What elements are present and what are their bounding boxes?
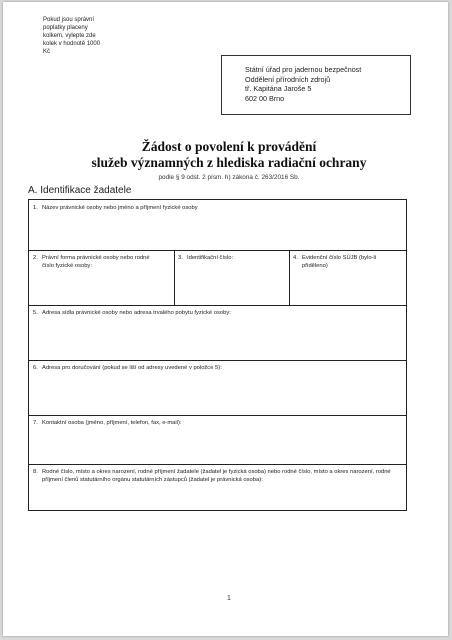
column-divider bbox=[289, 250, 290, 305]
field-label: Identifikační číslo: bbox=[187, 255, 234, 261]
fee-note-line: Kč bbox=[43, 49, 51, 55]
applicant-form-table bbox=[28, 199, 407, 511]
address-line: 602 00 Brno bbox=[245, 93, 285, 103]
row-divider bbox=[29, 360, 406, 361]
field-registered-address[interactable] bbox=[33, 310, 393, 318]
field-label: Adresa sídla právnické osoby nebo adresa trvalého pobytu fyzické osoby: bbox=[42, 310, 231, 316]
field-label: Kontaktní osoba (jméno, příjmení, telefon, fax, e-mail): bbox=[42, 420, 182, 426]
field-personal-details[interactable] bbox=[33, 469, 393, 484]
fee-note-line: poplatky placeny bbox=[43, 25, 88, 31]
row-divider bbox=[29, 464, 406, 465]
fee-note-line: kolkem, vylepte zde bbox=[43, 33, 96, 39]
field-number: 3. bbox=[178, 255, 183, 261]
legal-reference: podle § 9 odst. 2 písm. h) zákona č. 263/2016 Sb. bbox=[158, 174, 300, 181]
page-number: 1 bbox=[227, 595, 231, 602]
field-id-number[interactable] bbox=[178, 255, 283, 263]
section-heading: A. Identifikace žadatele bbox=[28, 185, 132, 196]
field-number: 1. bbox=[33, 205, 38, 211]
fee-note-line: kolek v hodnotě 1000 bbox=[43, 41, 101, 47]
field-sujb-number[interactable] bbox=[293, 255, 398, 270]
address-line: Státní úřad pro jadernou bezpečnost bbox=[245, 65, 362, 74]
field-number: 7. bbox=[33, 420, 38, 426]
document-title-line-2: služeb významných z hlediska radiační ochrany bbox=[91, 155, 367, 170]
field-number: 4. bbox=[293, 255, 298, 261]
fee-stamp-note bbox=[43, 16, 153, 56]
address-line: Oddělení přírodních zdrojů bbox=[245, 74, 331, 84]
column-divider bbox=[174, 250, 175, 305]
fee-note-line: Pokud jsou správní bbox=[43, 17, 95, 23]
field-label: Právní forma právnické osoby nebo rodné číslo fyzické osoby: bbox=[42, 255, 150, 269]
row-divider bbox=[29, 415, 406, 416]
field-label: Evidenční číslo SÚJB (bylo-li přiděleno) bbox=[302, 255, 377, 269]
document-page bbox=[3, 2, 448, 636]
row-divider bbox=[29, 305, 406, 306]
address-line: tř. Kapitána Jaroše 5 bbox=[245, 84, 312, 93]
field-label: Rodné číslo, místo a okres narození, rodné příjmení žadatele (žadatel je fyzická osoba) nebo rodné číslo, místo a okres narození, rodné příjmení členů statutárního orgánu statutárních zástupců (žadatel je právnická osoba): bbox=[42, 469, 391, 483]
field-number: 2. bbox=[33, 255, 38, 261]
field-label: Název právnické osoby nebo jméno a příjmení fyzické osoby bbox=[42, 205, 198, 211]
field-number: 6. bbox=[33, 365, 38, 371]
field-name[interactable] bbox=[33, 205, 393, 213]
field-contact-person[interactable] bbox=[33, 420, 393, 428]
document-title-line-1: Žádost o povolení k provádění bbox=[141, 139, 317, 154]
row-divider bbox=[29, 250, 406, 251]
recipient-address-box bbox=[221, 55, 411, 115]
field-number: 5. bbox=[33, 310, 38, 316]
field-label: Adresa pro doručování (pokud se liší od adresy uvedené v položce 5): bbox=[42, 365, 222, 371]
field-legal-form[interactable] bbox=[33, 255, 163, 270]
field-delivery-address[interactable] bbox=[33, 365, 393, 373]
field-number: 8. bbox=[33, 469, 38, 475]
